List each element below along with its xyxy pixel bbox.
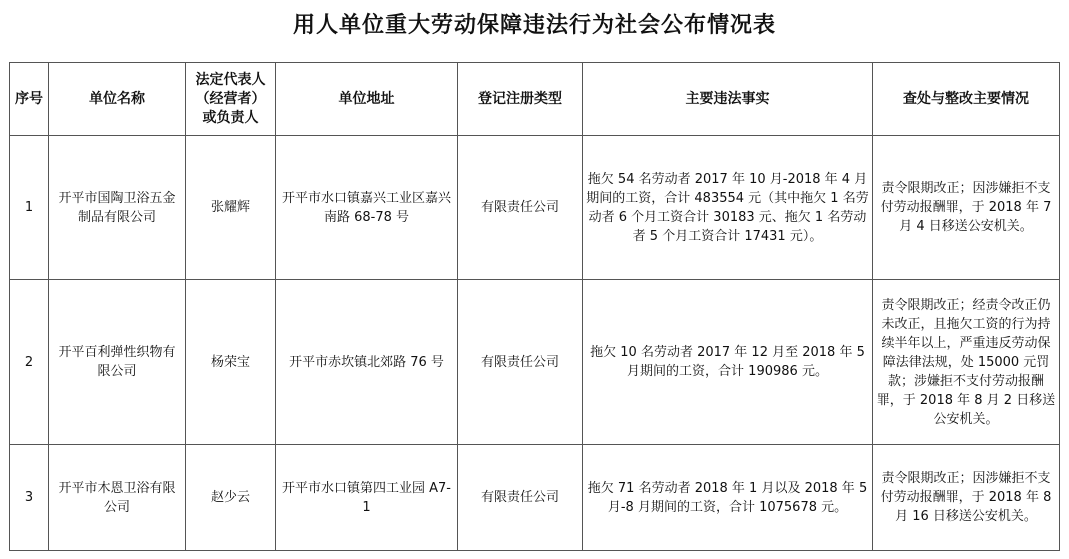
table-row — [10, 280, 1060, 445]
header-legal-rep-line1: 法定代表人 — [195, 71, 266, 88]
page-title: 用人单位重大劳动保障违法行为社会公布情况表 — [292, 13, 776, 38]
header-legal-rep-line2: （经营者） — [195, 90, 266, 107]
cell-handling: 责令限期改正；因涉嫌拒不支付劳动报酬罪，于 2018 年 7 月 4 日移送公安机关。 — [873, 136, 1060, 280]
cell-reg-type: 有限责任公司 — [458, 136, 583, 280]
header-reg-type: 登记注册类型 — [458, 63, 583, 136]
cell-index: 1 — [10, 136, 49, 280]
header-legal-rep — [186, 63, 276, 136]
violations-table — [9, 62, 1060, 551]
header-company: 单位名称 — [49, 63, 186, 136]
cell-address: 开平市水口镇嘉兴工业区嘉兴南路 68-78 号 — [276, 136, 458, 280]
cell-handling: 责令限期改正；经责令改正仍未改正，且拖欠工资的行为持续半年以上，严重违反劳动保障法律法规，处 15000 元罚款；涉嫌拒不支付劳动报酬罪，于 2018 年 8 月 2 日移送公安机关。 — [873, 280, 1060, 445]
cell-company: 开平百利弹性织物有限公司 — [49, 280, 186, 445]
cell-company: 开平市木恩卫浴有限公司 — [49, 445, 186, 551]
header-address: 单位地址 — [276, 63, 458, 136]
cell-address: 开平市水口镇第四工业园 A7-1 — [276, 445, 458, 551]
cell-reg-type: 有限责任公司 — [458, 280, 583, 445]
header-violation: 主要违法事实 — [583, 63, 873, 136]
table-header-row — [10, 63, 1060, 136]
cell-violation: 拖欠 71 名劳动者 2018 年 1 月以及 2018 年 5 月-8 月期间的工资，合计 1075678 元。 — [583, 445, 873, 551]
cell-violation: 拖欠 54 名劳动者 2017 年 10 月-2018 年 4 月期间的工资，合计 483554 元（其中拖欠 1 名劳动者 6 个月工资合计 30183 元、拖欠 1 名劳动者 5 个月工资合计 17431 元）。 — [583, 136, 873, 280]
cell-company: 开平市国陶卫浴五金制品有限公司 — [49, 136, 186, 280]
cell-violation: 拖欠 10 名劳动者 2017 年 12 月至 2018 年 5 月期间的工资，合计 190986 元。 — [583, 280, 873, 445]
cell-index: 2 — [10, 280, 49, 445]
table-row — [10, 445, 1060, 551]
table-row — [10, 136, 1060, 280]
cell-address: 开平市赤坎镇北郊路 76 号 — [276, 280, 458, 445]
cell-index: 3 — [10, 445, 49, 551]
cell-legal-rep: 张耀辉 — [186, 136, 276, 280]
header-legal-rep-line3: 或负责人 — [202, 109, 259, 126]
cell-handling: 责令限期改正；因涉嫌拒不支付劳动报酬罪，于 2018 年 8 月 16 日移送公安机关。 — [873, 445, 1060, 551]
cell-legal-rep: 赵少云 — [186, 445, 276, 551]
header-index: 序号 — [10, 63, 49, 136]
cell-reg-type: 有限责任公司 — [458, 445, 583, 551]
cell-legal-rep: 杨荣宝 — [186, 280, 276, 445]
header-handling: 查处与整改主要情况 — [873, 63, 1060, 136]
